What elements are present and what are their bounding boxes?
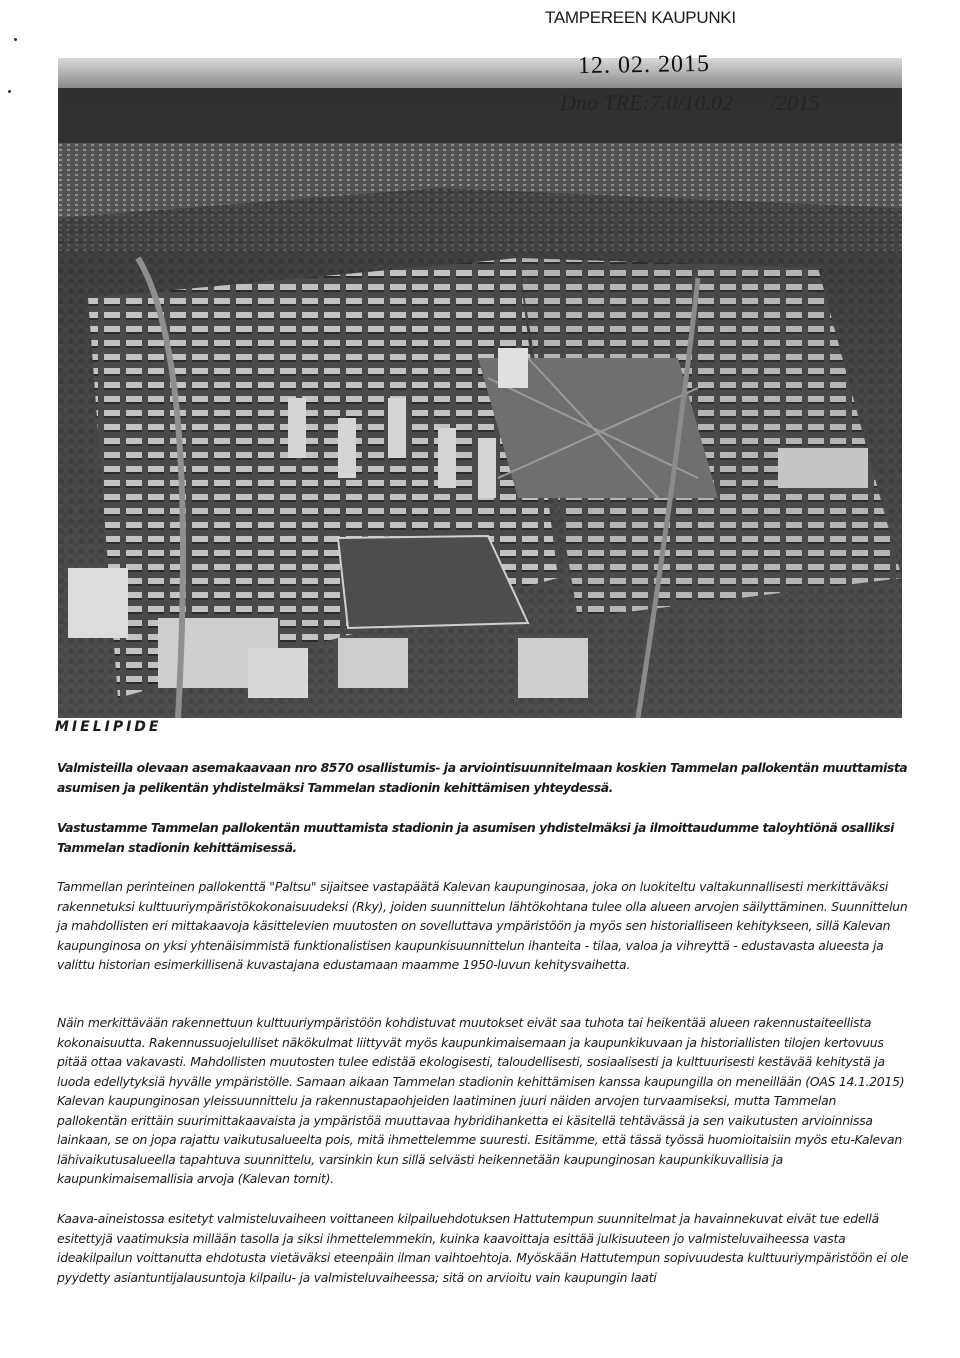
reference-stamp-suffix: /2015 <box>770 90 821 115</box>
reference-stamp: Dno TRE:7.0/10.02 <box>560 90 733 115</box>
organization-header: TAMPEREEN KAUPUNKI <box>545 8 736 27</box>
body-paragraph-1: Tammellan perinteinen pallokenttä "Paltsu" sijaitsee vastapäätä Kalevan kaupunginosaa, joka on luokiteltu valtakunnallisesti merkittäväksi rakennetuksi kulttuuriympäristökokonaisuudeksi (Rky), joiden suunnittelun lähtökohtana tulee olla alueen arvojen säilyttäminen. Suunnittelun ja mahdollisten eri mittakaavoja käsittelevien muutosten on sovelluttava ympäristöön ja myös sen historialliseen kehitykseen, sillä Kalevan kaupunginosa on yksi yhtenäisimmistä funktionalistisen kaupunkisuunnittelun ihanteita - tilaa, valoa ja vihreyttä - edustavasta alueesta ja valittu historian esimerkillisenä kuvastajana edustamaan maamme 1950-luvun kehitysvaihetta. <box>57 879 908 972</box>
subject-paragraph: Valmisteilla olevaan asemakaavaan nro 8570 osallistumis- ja arviointisuunnitelmaan koskien Tammelan pallokentän muuttamista asumisen ja pelikentän yhdistelmäksi Tammelan stadionin kehittämisen yhteydessä. <box>57 760 908 795</box>
received-date-stamp: 12. 02. 2015 <box>577 50 711 80</box>
section-title: MIELIPIDE <box>55 719 162 735</box>
aerial-city-photo-icon <box>58 58 902 718</box>
objection-paragraph: Vastustamme Tammelan pallokentän muuttamista stadionin ja asumisen yhdistelmäksi ja ilmoittaudumme taloyhtiönä osalliksi Tammelan stadionin kehittämisessä. <box>57 820 894 855</box>
margin-mark <box>8 90 11 93</box>
body-paragraph-3: Kaava-aineistossa esitetyt valmisteluvaiheen voittaneen kilpailuehdotuksen Hattutempun suunnitelmat ja havainnekuvat eivät tue edellä esitettyjä vaatimuksia millään tasolla ja siksi ihmettelemmekin, kuinka kaavoittaja esittää julkisuuteen jo valmisteluvaiheessa vasta ideakilpailun voittanutta ehdotusta vietäväksi eteenpäin ilman vaihtoehtoja. Myöskään Hattutempun sopivuudesta kulttuuriympäristöön ei ole pyydetty asiantuntijalausuntoja kilpailu- ja valmisteluvaiheessa; sitä on arvioitu vain kaupungin laati <box>57 1211 909 1285</box>
body-paragraph-2: Näin merkittävään rakennettuun kulttuuriympäristöön kohdistuvat muutokset eivät saa tuhota tai heikentää alueen rakennustaiteellista kokonaisuutta. Rakennussuojelulliset näkökulmat liittyvät myös kaupunkimaisemaan ja kaupunkikuvaan ja historiallisten tilojen kertovuus pitää ottaa vakavasti. Mahdollisten muutosten tulee edistää ekologisesti, taloudellisesti, sosiaalisesti ja kulttuurisesti kestävää kehitystä ja luoda edellytyksiä hyvälle ympäristölle. Samaan aikaan Tammelan stadionin kehittämisen kanssa kaupungilla on meneillään (OAS 14.1.2015) Kalevan kaupunginosan yleissuunnittelu ja rakennustapaohjeiden laatiminen juuri näiden arvojen turvaamiseksi, mutta Tammelan pallokentän erittäin suurimittakaavaista ja ympäristöä muuttavaa hybridihanketta ei käsitellä tehtävässä ja sen vaikutusten arvioinnissa lainkaan, se on jopa rajattu vaikutusalueelta pois, mitä ihmettelemme suuresti. Esitämme, että tässä työssä huomioitaisiin myös etu-Kalevan lähivaikutusalueella tapahtuva suunnittelu, varsinkin kun sillä selvästi heikennetään kaupunginosan kaupunkikuvallisia ja kaupunkimaisemallisia arvoja (Kalevan tornit). <box>57 1015 905 1186</box>
aerial-city-photo <box>58 58 902 718</box>
margin-mark <box>14 38 17 41</box>
